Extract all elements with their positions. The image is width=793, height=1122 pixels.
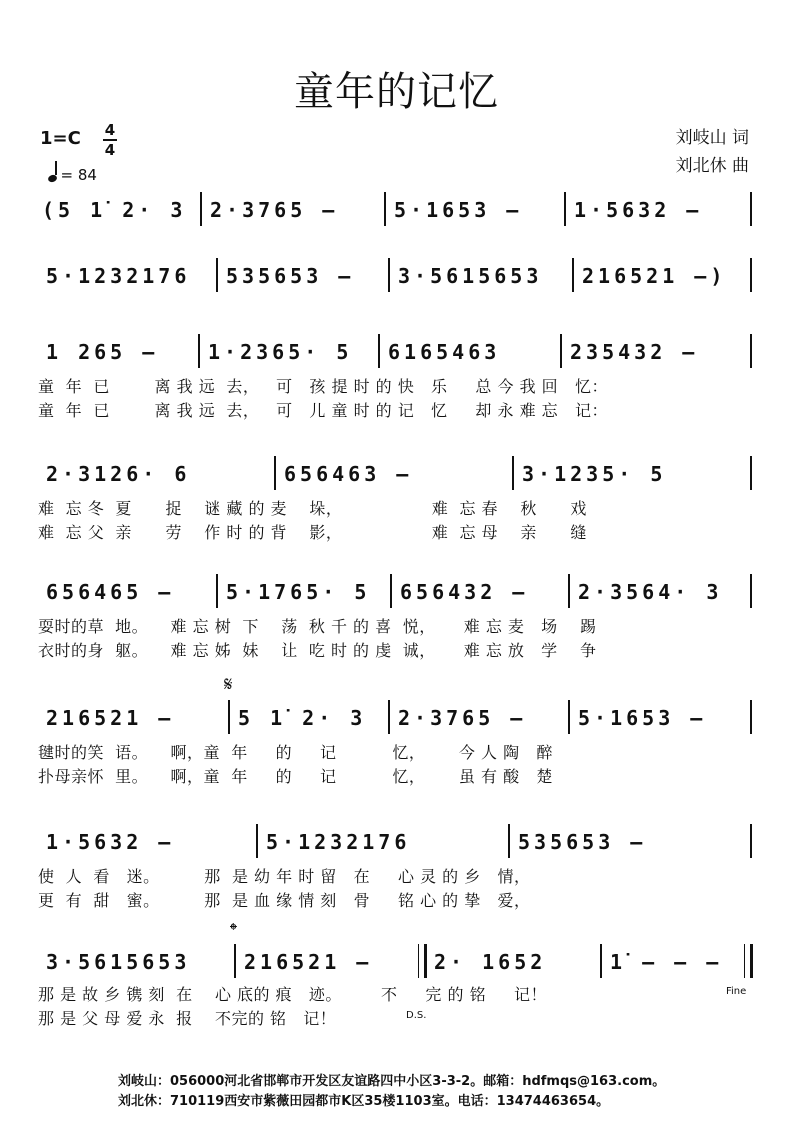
fine-marker: Fine — [726, 986, 747, 997]
coda-sign: 𝄌 — [230, 918, 237, 942]
footer-line-2: 刘北休：710119西安市紫薇田园都市K区35楼1103室。电话：13474463654。 — [118, 1094, 610, 1109]
notes-line — [38, 824, 758, 864]
measure: 1·2365· 5 — [208, 340, 353, 364]
measure: 2· 1652 — [434, 950, 547, 974]
lyricist: 刘岐山 词 — [675, 128, 749, 148]
measure: 5·1653 – — [578, 706, 707, 730]
measure: 216521 – — [46, 706, 175, 730]
measure: 5·1765· 5 — [226, 580, 371, 604]
lyric-line-1: 那 是 故 乡 镌 刻 在 心 底的 痕 迹。 不 完 的 铭 记！ — [38, 985, 548, 1004]
lyric-line-1: 耍时的草 地。 难 忘 树 下 荡 秋 千 的 喜 悦， 难 忘 麦 场 踢 — [38, 617, 597, 636]
lyric-line-2: 扑母亲怀 里。 啊，童 年 的 记 忆， 虽 有 酸 楚 — [38, 767, 553, 786]
measure: 656432 – — [400, 580, 529, 604]
tempo-marking — [48, 166, 97, 184]
measure: 2·3765 – — [398, 706, 527, 730]
measure: 3·1235· 5 — [522, 462, 667, 486]
lyric-line-2: 更 有 甜 蜜。 那 是 血 缘 情 刻 骨 铭 心 的 挚 爱， — [38, 891, 531, 910]
lyric-line-1: 使 人 看 迷。 那 是 幼 年 时 留 在 心 灵 的 乡 情， — [38, 867, 531, 886]
notes-line — [38, 334, 758, 374]
notes-line — [38, 192, 758, 232]
measure: 535653 – — [518, 830, 647, 854]
measure: 3·5615653 — [398, 264, 543, 288]
measure: 535653 – — [226, 264, 355, 288]
measure: 216521 – — [244, 950, 373, 974]
notes-line — [38, 456, 758, 496]
measure: 2·3126· 6 — [46, 462, 191, 486]
lyric-line-2: 童 年 已 离 我 远 去， 可 儿 童 时 的 记 忆 却 永 难 忘 记： — [38, 401, 608, 420]
lyric-line-2: 衣时的身 躯。 难 忘 姊 妹 让 吃 时 的 虔 诚， 难 忘 放 学 争 — [38, 641, 597, 660]
meter-bottom: 4 — [104, 141, 116, 159]
measure: 2·3765 – — [210, 198, 339, 222]
measure: 1 265 – — [46, 340, 159, 364]
measure: 1·5632 – — [574, 198, 703, 222]
notes-line — [38, 700, 758, 740]
composer: 刘北休 曲 — [675, 156, 749, 176]
lyric-line-1: 童 年 已 离 我 远 去， 可 孩 提 时 的 快 乐 总 今 我 回 忆： — [38, 377, 608, 396]
measure: 5·1232176 — [266, 830, 411, 854]
measure: 3·5615653 — [46, 950, 191, 974]
measure: 656463 – — [284, 462, 413, 486]
lyric-line-2: 那 是 父 母 爱 永 报 不完的 铭 记！ — [38, 1009, 337, 1028]
ds-marker: D.S. — [406, 1010, 427, 1021]
measure: 6165463 — [388, 340, 501, 364]
credits — [676, 124, 749, 180]
measure: 216521 –) — [582, 264, 727, 288]
tempo-value: = 84 — [60, 166, 97, 184]
measure: 1·5632 – — [46, 830, 175, 854]
measure: 235432 – — [570, 340, 699, 364]
meter-top: 4 — [104, 121, 116, 139]
measure: 2·3564· 3 — [578, 580, 723, 604]
lyric-line-2: 难 忘 父 亲 劳 作 时 的 背 影， 难 忘 母 亲 缝 — [38, 523, 587, 542]
measure: (5 1̇ 2· 3 — [42, 198, 187, 222]
measure: 5 1̇ 2· 3 — [238, 706, 367, 730]
lyric-line-1: 毽时的笑 语。 啊，童 年 的 记 忆， 今 人 陶 醉 — [38, 743, 553, 762]
notes-line — [38, 944, 758, 984]
measure: 1̇ – – – — [610, 950, 723, 974]
key-signature: 1=C — [40, 128, 81, 149]
measure: 5·1653 – — [394, 198, 523, 222]
time-signature — [103, 122, 117, 158]
song-title: 童年的记忆 — [294, 69, 499, 115]
contact-footer — [118, 1072, 665, 1112]
measure: 5·1232176 — [46, 264, 191, 288]
quarter-note-icon — [47, 174, 58, 184]
lyric-line-1: 难 忘 冬 夏 捉 谜 藏 的 麦 垛， 难 忘 春 秋 戏 — [38, 499, 587, 518]
notes-line — [38, 574, 758, 614]
footer-line-1: 刘岐山：056000河北省邯郸市开发区友谊路四中小区3-3-2。邮箱：hdfmqs@163.com。 — [118, 1074, 666, 1089]
measure: 656465 – — [46, 580, 175, 604]
notes-line — [38, 258, 758, 298]
segno-sign: 𝄋 — [224, 672, 233, 696]
